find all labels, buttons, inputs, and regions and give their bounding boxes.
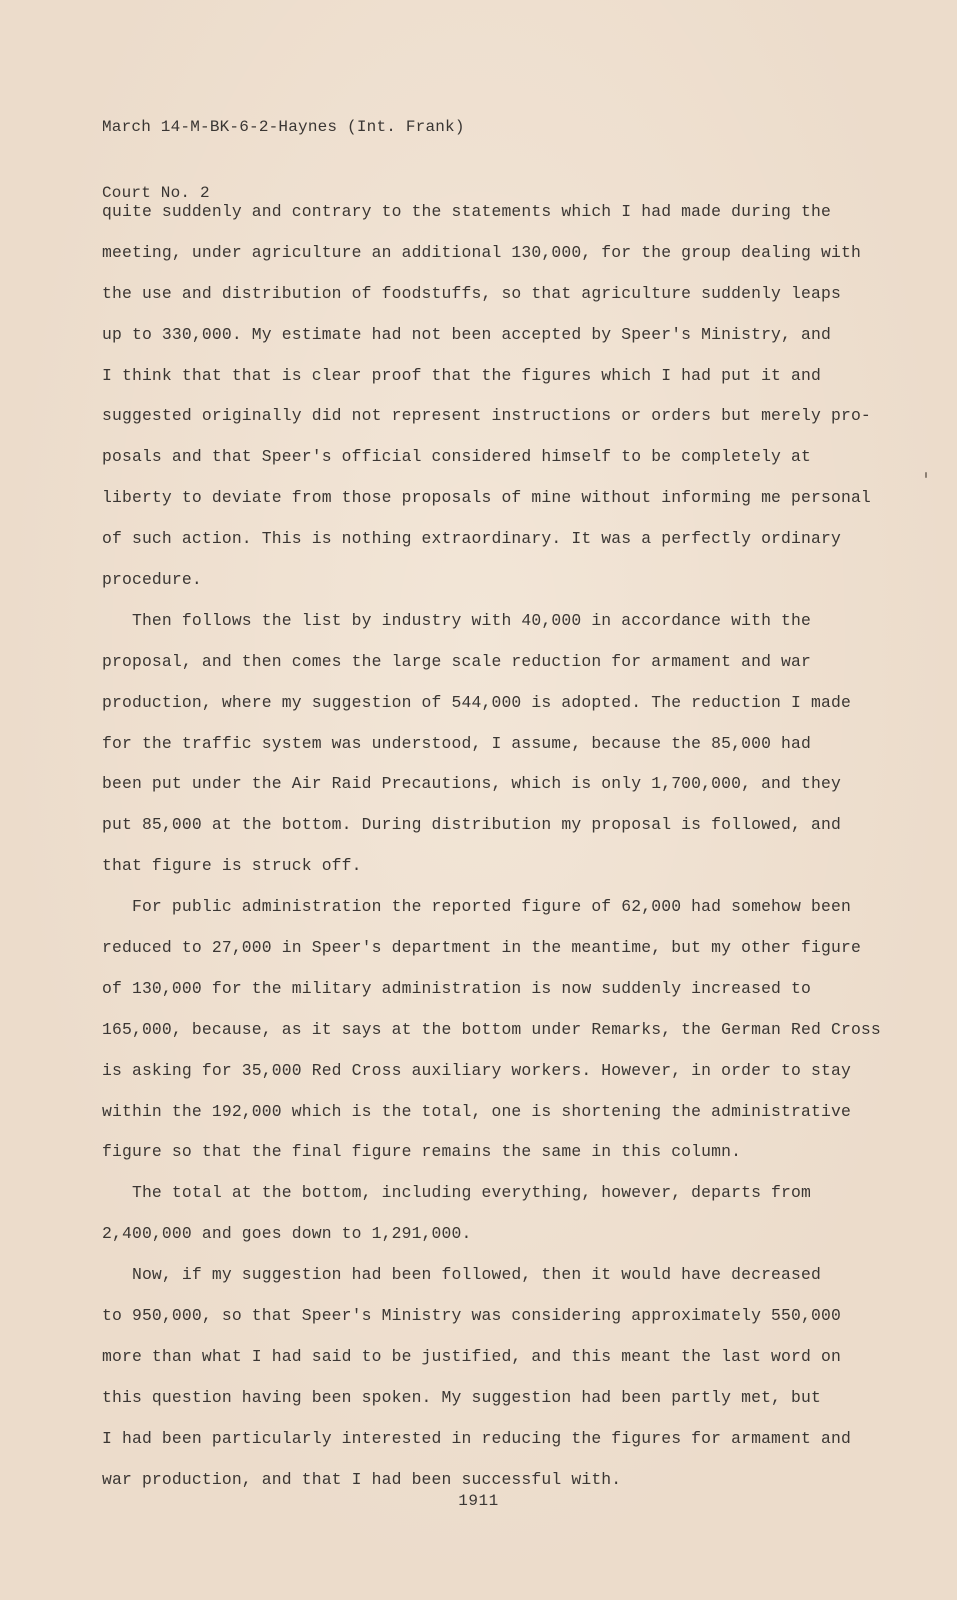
text-line: put 85,000 at the bottom. During distribution my proposal is followed, and (102, 815, 841, 835)
text-line: suggested originally did not represent instructions or orders but merely pro- (102, 406, 871, 426)
text-line: I had been particularly interested in reducing the figures for armament and (102, 1428, 851, 1448)
transcript-body (102, 192, 892, 1501)
text-line: 2,400,000 and goes down to 1,291,000. (102, 1224, 472, 1244)
text-line: within the 192,000 which is the total, one is shortening the administrative (102, 1101, 851, 1121)
text-line: proposal, and then comes the large scale reduction for armament and war (102, 651, 812, 671)
text-line: liberty to deviate from those proposals of mine without informing me personal (102, 488, 871, 508)
text-line: is asking for 35,000 Red Cross auxiliary workers. However, in order to stay (102, 1060, 851, 1080)
text-line: reduced to 27,000 in Speer's department in the meantime, but my other figure (102, 938, 861, 958)
text-line: to 950,000, so that Speer's Ministry was considering approximately 550,000 (102, 1306, 841, 1326)
text-line: been put under the Air Raid Precautions, which is only 1,700,000, and they (102, 774, 841, 794)
text-line: 165,000, because, as it says at the bottom under Remarks, the German Red Cross (102, 1019, 881, 1039)
text-line: up to 330,000. My estimate had not been accepted by Speer's Ministry, and (102, 324, 831, 344)
text-line: meeting, under agriculture an additional 130,000, for the group dealing with (102, 242, 861, 262)
text-line: of 130,000 for the military administration is now suddenly increased to (102, 978, 812, 998)
paper-speck (925, 472, 927, 478)
text-line: figure so that the final figure remains the same in this column. (102, 1142, 742, 1162)
header-line-1: March 14-M-BK-6-2-Haynes (Int. Frank) (102, 118, 465, 136)
text-line: quite suddenly and contrary to the statements which I had made during the (102, 202, 831, 221)
page-number: 1911 (458, 1492, 499, 1510)
text-line: that figure is struck off. (102, 856, 362, 876)
text-line: more than what I had said to be justified, and this meant the last word on (102, 1346, 841, 1366)
text-line: procedure. (102, 570, 202, 590)
text-line: for the traffic system was understood, I assume, because the 85,000 had (102, 733, 812, 753)
header-line-2: Court No. 2 (102, 184, 210, 202)
text-line: this question having been spoken. My suggestion had been partly met, but (102, 1387, 821, 1407)
text-line: the use and distribution of foodstuffs, so that agriculture suddenly leaps (102, 283, 841, 303)
text-line: posals and that Speer's official considered himself to be completely at (102, 447, 812, 467)
text-line: For public administration the reported figure of 62,000 had somehow been (102, 897, 851, 917)
text-line: Then follows the list by industry with 40,000 in accordance with the (102, 610, 812, 630)
text-line: Now, if my suggestion had been followed, then it would have decreased (102, 1265, 821, 1285)
text-line: The total at the bottom, including everything, however, departs from (102, 1183, 812, 1203)
text-line: of such action. This is nothing extraordinary. It was a perfectly ordinary (102, 529, 841, 549)
text-line: production, where my suggestion of 544,000 is adopted. The reduction I made (102, 692, 851, 712)
text-line: war production, and that I had been successful with. (102, 1469, 622, 1489)
text-line: I think that that is clear proof that the figures which I had put it and (102, 365, 821, 385)
